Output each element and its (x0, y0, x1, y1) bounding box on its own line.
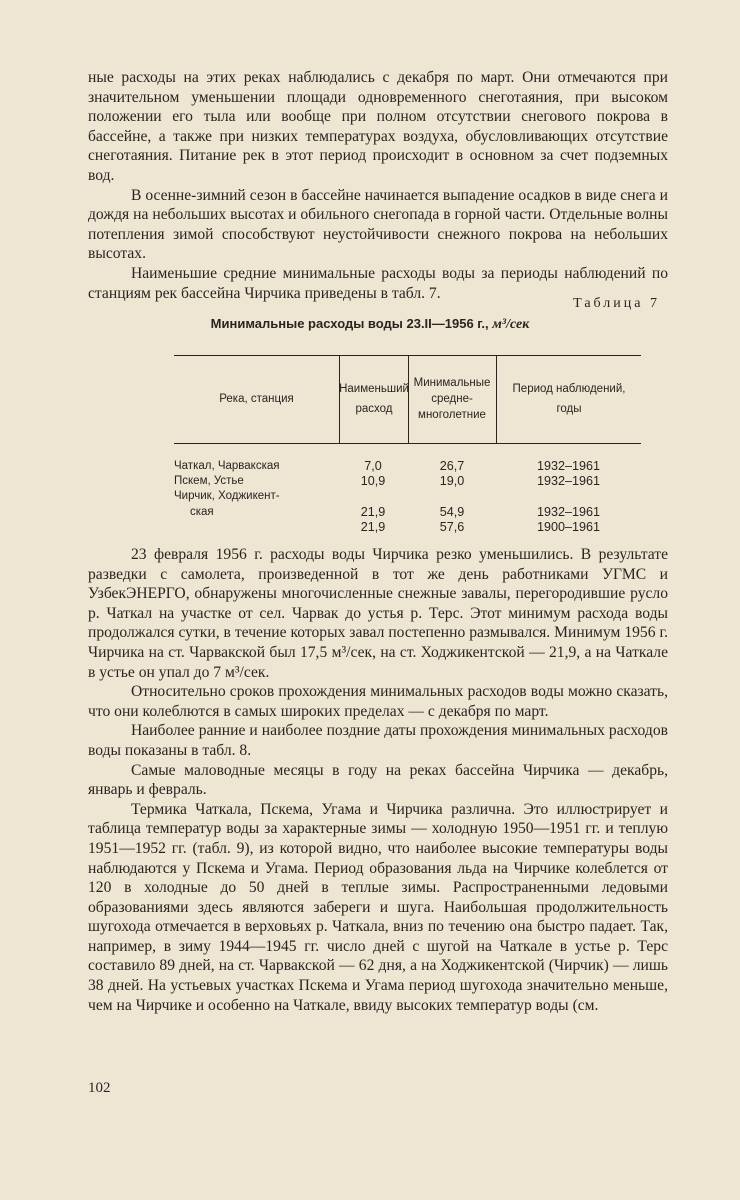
table-label: Таблица 7 (573, 296, 660, 311)
table-row (174, 520, 641, 535)
header-station: Река, станция (219, 393, 294, 405)
paragraph: Наименьшие средние минимальные расходы воды за периоды наблюдений по станциям рек бассейна Чирчика приведены в табл. 7. (88, 264, 668, 302)
table-header-rule (174, 443, 641, 444)
table-row (174, 505, 641, 520)
header-min: Наименьший расход (339, 383, 409, 415)
cell-period: 1932–1961 (536, 474, 601, 489)
cell-min: 21,9 (360, 519, 386, 534)
table-row (174, 474, 641, 489)
text-block-top (88, 68, 668, 303)
paragraph: Наиболее ранние и наиболее поздние даты прохождения минимальных расходов воды показаны в табл. 8. (88, 722, 668, 759)
cell-station: Чаткал, Чарвакская (174, 460, 280, 472)
cell-mean: 54,9 (439, 504, 465, 519)
table-title-unit: м³/сек (492, 317, 530, 332)
cell-station: ская (190, 505, 214, 518)
table-row (174, 489, 641, 504)
page-number: 102 (88, 1080, 111, 1096)
cell-mean: 57,6 (439, 519, 465, 534)
column-divider (496, 355, 497, 443)
paragraph: 23 февраля 1956 г. расходы воды Чирчика резко уменьшились. В результате разведки с самолета, произведенной в тот же день работниками УГМС и УзбекЭНЕРГО, обнаружены многочисленные снежные завалы, перегородившие русло р. Чаткал на участке от сел. Чарвак до устья р. Терс. Этот минимум расхода воды продолжался сутки, в течение которых завал постепенно размывался. Минимум 1956 г. Чирчика на ст. Чарвакской был 17,5 м³/сек, на ст. Ходжикентской — 21,9, а на Чаткале в устье он упал до 7 м³/сек. (88, 546, 668, 681)
cell-min: 10,9 (360, 474, 386, 489)
table-row (174, 459, 641, 474)
table-body (174, 459, 641, 535)
cell-station: Пскем, Устье (174, 475, 244, 488)
text-block-bottom (88, 545, 668, 1015)
cell-period: 1932–1961 (536, 459, 601, 473)
table-title-text: Минимальные расходы воды 23.II—1956 г., (210, 316, 489, 331)
cell-period: 1932–1961 (536, 504, 601, 519)
paragraph: В осенне-зимний сезон в бассейне начинается выпадение осадков в виде снега и дождя на небольших высотах и обильного снегопада в горной части. Отдельные волны потепления зимой способствуют неустойчивости снежного покрова на небольших высотах. (88, 186, 668, 263)
header-mean: Минимальные средне-многолетние (413, 377, 491, 421)
cell-min: 21,9 (360, 504, 386, 519)
cell-min: 7,0 (364, 459, 382, 473)
paragraph: Термика Чаткала, Пскема, Угама и Чирчика различна. Это иллюстрирует и таблица температур воды за характерные зимы — холодную 1950—1951 гг. и теплую 1951—1952 гг. (табл. 9), из которой видно, что наиболее высокие температуры воды наблюдаются у Пскема и Угама. Период образования льда на Чирчике колеблется от 120 в холодные до 50 дней в теплые зимы. Распространенными ледовыми образованиями здесь являются забереги и шуга. Наибольшая продолжительность шугохода отмечается в верховьях р. Чаткала, вниз по течению она быстро падает. Так, например, в зиму 1944—1945 гг. число дней с шугой на Чаткале в устье р. Терс составило 89 дней, на ст. Чарвакской — 62 дня, а на Ходжикентской (Чирчик) — лишь 38 дней. На устьевых участках Пскема и Угама период шугохода значительно меньше, чем на Чирчике и особенно на Чаткале, ввиду высоких температур воды (см. (88, 800, 668, 1014)
cell-station: Чирчик, Ходжикент- (174, 490, 280, 503)
cell-period: 1900–1961 (536, 519, 601, 534)
cell-mean: 26,7 (439, 459, 465, 473)
paragraph: ные расходы на этих реках наблюдались с декабря по март. Они отмечаются при значительном уменьшении площади одновременного снеготаяния, при высоком положении его тыла или вообще при полном отсутствии снегового покрова в бассейне, а также при низких температурах воздуха, обусловливающих отсутствие снеготаяния. Питание рек в этот период происходит в основном за счет подземных вод. (88, 69, 668, 184)
table-title (0, 316, 740, 333)
header-period: Период наблюдений, годы (512, 383, 626, 415)
paragraph: Самые маловодные месяцы в году на реках бассейна Чирчика — декабрь, январь и февраль. (88, 761, 668, 799)
cell-mean: 19,0 (439, 474, 465, 489)
paragraph: Относительно сроков прохождения минимальных расходов воды можно сказать, что они колеблются в самых широких пределах — с декабря по март. (88, 683, 668, 720)
